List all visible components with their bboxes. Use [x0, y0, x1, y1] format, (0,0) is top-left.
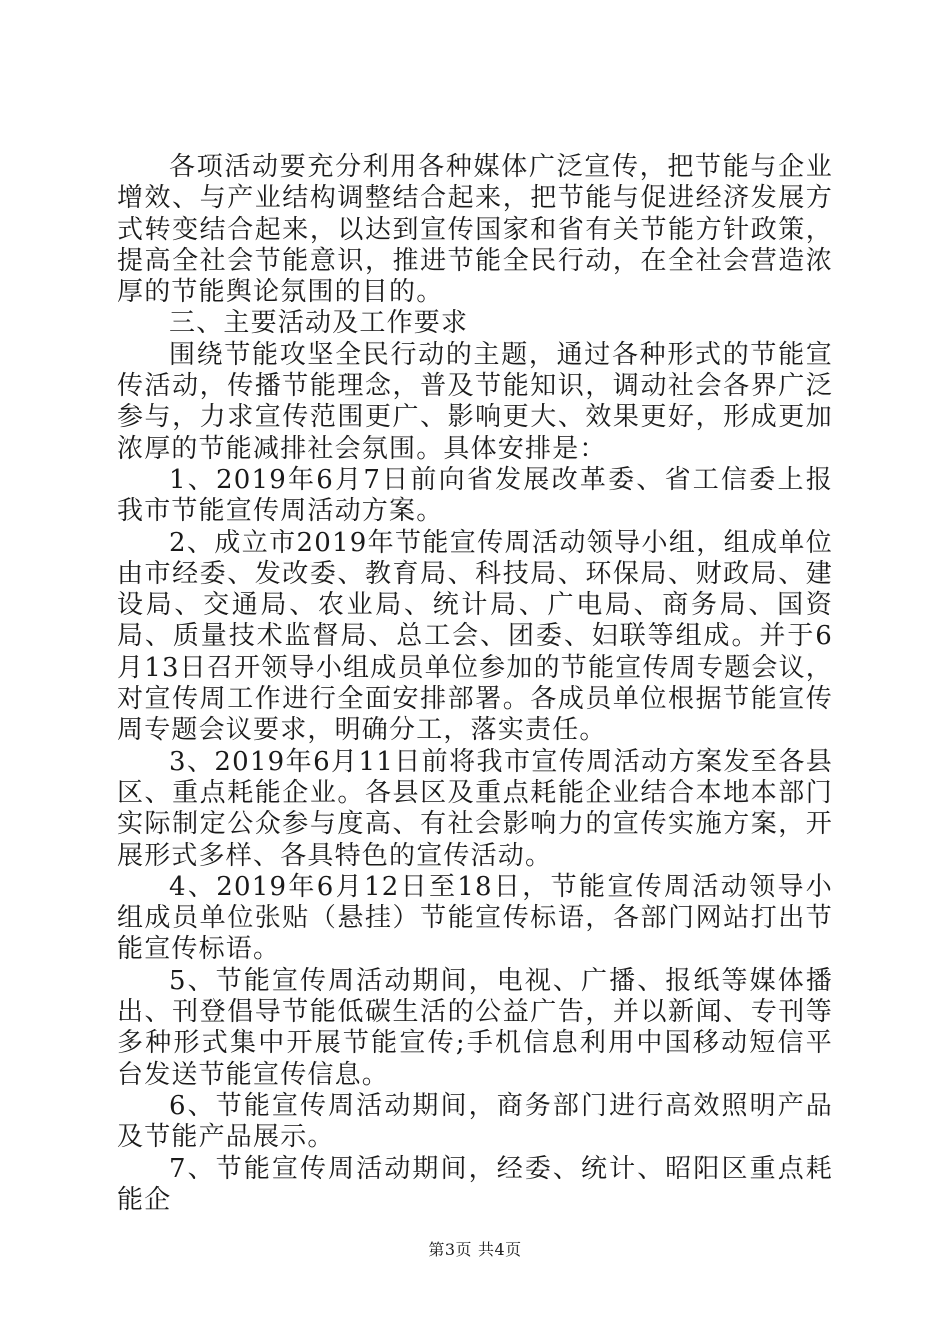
section-heading-main-activities: 三、主要活动及工作要求	[169, 308, 469, 339]
document-body	[117, 152, 833, 1216]
list-item-7: 7、节能宣传周活动期间，经委、统计、昭阳区重点耗能企	[117, 1153, 833, 1215]
page-number: 第3页	[428, 1240, 472, 1259]
paragraph-theme: 围绕节能攻坚全民行动的主题，通过各种形式的节能宣传活动，传播节能理念，普及节能知识，调动社会各界广泛参与，力求宣传范围更广、影响更大、效果更好，形成更加浓厚的节能减排社会氛围。具体安排是：	[117, 339, 833, 464]
list-item-6: 6、节能宣传周活动期间，商务部门进行高效照明产品及节能产品展示。	[117, 1090, 833, 1153]
list-item-3: 3、2019年6月11日前将我市宣传周活动方案发至各县区、重点耗能企业。各县区及重点耗能企业结合本地本部门实际制定公众参与度高、有社会影响力的宣传实施方案，开展形式多样、各具特色的宣传活动。	[117, 746, 833, 871]
list-item-1: 1、2019年6月7日前向省发展改革委、省工信委上报我市节能宣传周活动方案。	[117, 464, 833, 527]
list-item-4: 4、2019年6月12日至18日，节能宣传周活动领导小组成员单位张贴（悬挂）节能宣传标语，各部门网站打出节能宣传标语。	[117, 871, 833, 965]
list-item-5: 5、节能宣传周活动期间，电视、广播、报纸等媒体播出、刊登倡导节能低碳生活的公益广告，并以新闻、专刊等多种形式集中开展节能宣传;手机信息利用中国移动短信平台发送节能宣传信息。	[117, 965, 833, 1090]
paragraph-intro: 各项活动要充分利用各种媒体广泛宣传，把节能与企业增效、与产业结构调整结合起来，把节能与促进经济发展方式转变结合起来，以达到宣传国家和省有关节能方针政策，提高全社会节能意识，推进节能全民行动，在全社会营造浓厚的节能舆论氛围的目的。	[117, 152, 833, 308]
page-total: 共4页	[478, 1240, 522, 1259]
list-item-2: 2、成立市2019年节能宣传周活动领导小组，组成单位由市经委、发改委、教育局、科技局、环保局、财政局、建设局、交通局、农业局、统计局、广电局、商务局、国资局、质量技术监督局、总工会、团委、妇联等组成。并于6月13日召开领导小组成员单位参加的节能宣传周专题会议，对宣传周工作进行全面安排部署。各成员单位根据节能宣传周专题会议要求，明确分工，落实责任。	[117, 527, 833, 746]
page-footer	[0, 1240, 950, 1260]
